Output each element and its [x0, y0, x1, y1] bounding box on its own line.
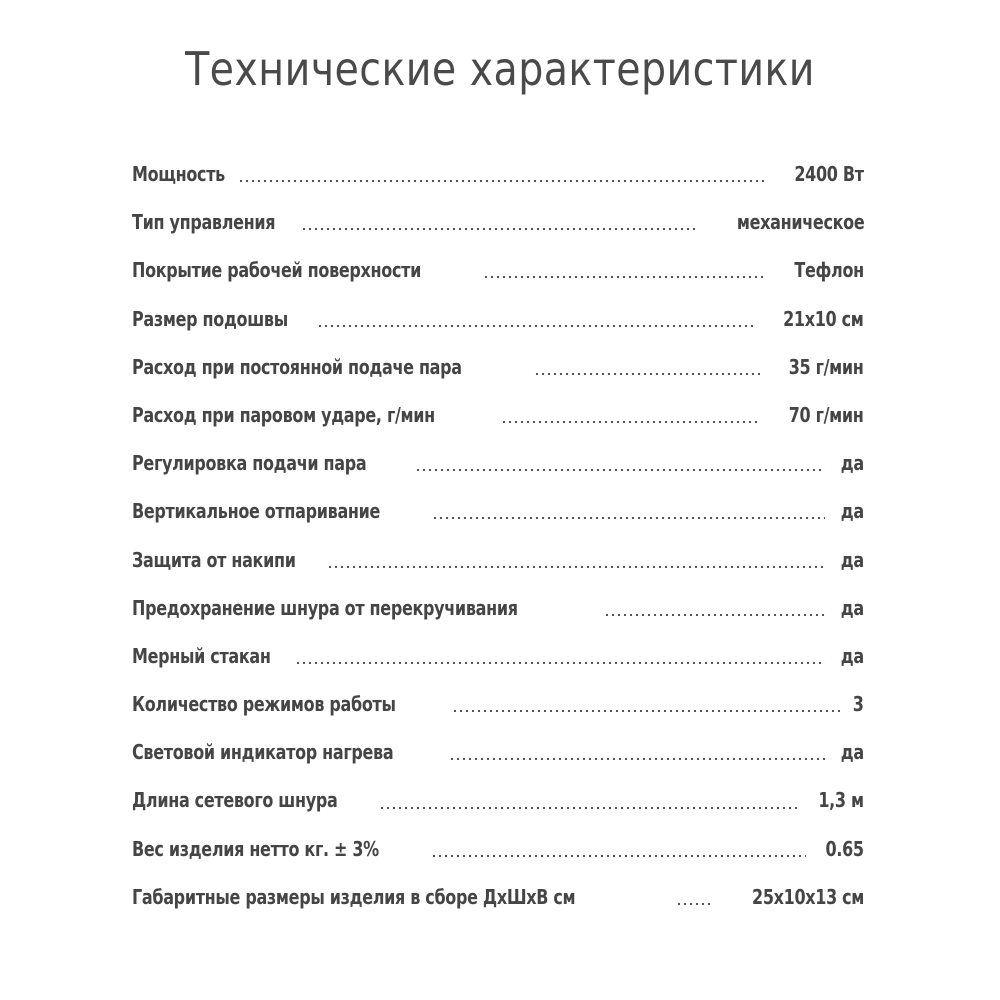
dot-leader — [238, 180, 767, 182]
spec-value: да — [840, 643, 864, 668]
dot-leader — [431, 855, 807, 857]
dot-leader — [604, 614, 825, 616]
spec-label: Длина сетевого шнура — [132, 788, 338, 813]
dot-leader — [501, 421, 761, 423]
spec-label: Расход при постоянной подаче пара — [132, 354, 462, 379]
spec-row — [132, 487, 864, 535]
spec-value: Тефлон — [794, 258, 864, 283]
spec-label: Тип управления — [132, 210, 276, 235]
dot-leader — [317, 325, 754, 327]
dot-leader — [452, 710, 841, 712]
spec-value: 25x10x13 см — [751, 884, 864, 909]
spec-row — [132, 295, 864, 343]
spec-label: Мощность — [132, 162, 225, 186]
spec-value: 35 г/мин — [789, 354, 864, 379]
spec-label: Предохранение шнура от перекручивания — [132, 595, 518, 620]
dot-leader — [379, 807, 797, 809]
spec-row — [132, 584, 864, 632]
dot-leader — [676, 903, 714, 905]
spec-row — [132, 536, 864, 584]
spec-row — [132, 873, 864, 921]
spec-row — [132, 439, 864, 487]
spec-label: Вес изделия нетто кг. ± 3% — [132, 836, 379, 861]
spec-value: да — [840, 547, 864, 572]
spec-value: 2400 Вт — [794, 162, 864, 186]
spec-row — [132, 246, 864, 294]
spec-value: 70 г/мин — [789, 402, 864, 427]
spec-row — [132, 343, 864, 391]
spec-label: Регулировка подачи пара — [132, 451, 367, 476]
dot-leader — [449, 758, 825, 760]
spec-row — [132, 776, 864, 824]
spec-value: да — [840, 740, 864, 765]
dot-leader — [483, 276, 767, 278]
spec-value: 0.65 — [825, 836, 864, 861]
page-title: Технические характеристики — [185, 42, 815, 96]
dot-leader — [327, 566, 826, 568]
spec-row — [132, 825, 864, 873]
spec-label: Световой индикатор нагрева — [132, 740, 394, 765]
dot-leader — [432, 517, 825, 519]
spec-label: Расход при паровом ударе, г/мин — [132, 402, 435, 427]
spec-row — [132, 391, 864, 439]
dot-leader — [301, 228, 695, 230]
spec-label: Защита от накипи — [132, 547, 296, 572]
spec-label: Вертикальное отпаривание — [132, 499, 381, 524]
spec-value: да — [840, 499, 864, 524]
spec-value: да — [840, 595, 864, 620]
spec-row — [132, 198, 864, 246]
dot-leader — [295, 662, 825, 664]
spec-value: 3 — [853, 692, 864, 717]
dot-leader — [534, 373, 760, 375]
spec-value: 1,3 м — [818, 788, 864, 813]
spec-label: Мерный стакан — [132, 643, 271, 668]
spec-label: Размер подошвы — [132, 306, 288, 331]
spec-row — [132, 632, 864, 680]
spec-label: Покрытие рабочей поверхности — [132, 258, 421, 283]
spec-value: 21x10 см — [783, 306, 864, 331]
dot-leader — [415, 469, 825, 471]
spec-value: да — [840, 451, 864, 476]
spec-list — [132, 150, 864, 921]
spec-row — [132, 680, 864, 728]
spec-row — [132, 150, 864, 198]
spec-label: Габаритные размеры изделия в сборе ДxШxВ см — [132, 884, 576, 909]
spec-label: Количество режимов работы — [132, 692, 396, 717]
spec-value: механическое — [736, 210, 864, 235]
spec-row — [132, 728, 864, 776]
